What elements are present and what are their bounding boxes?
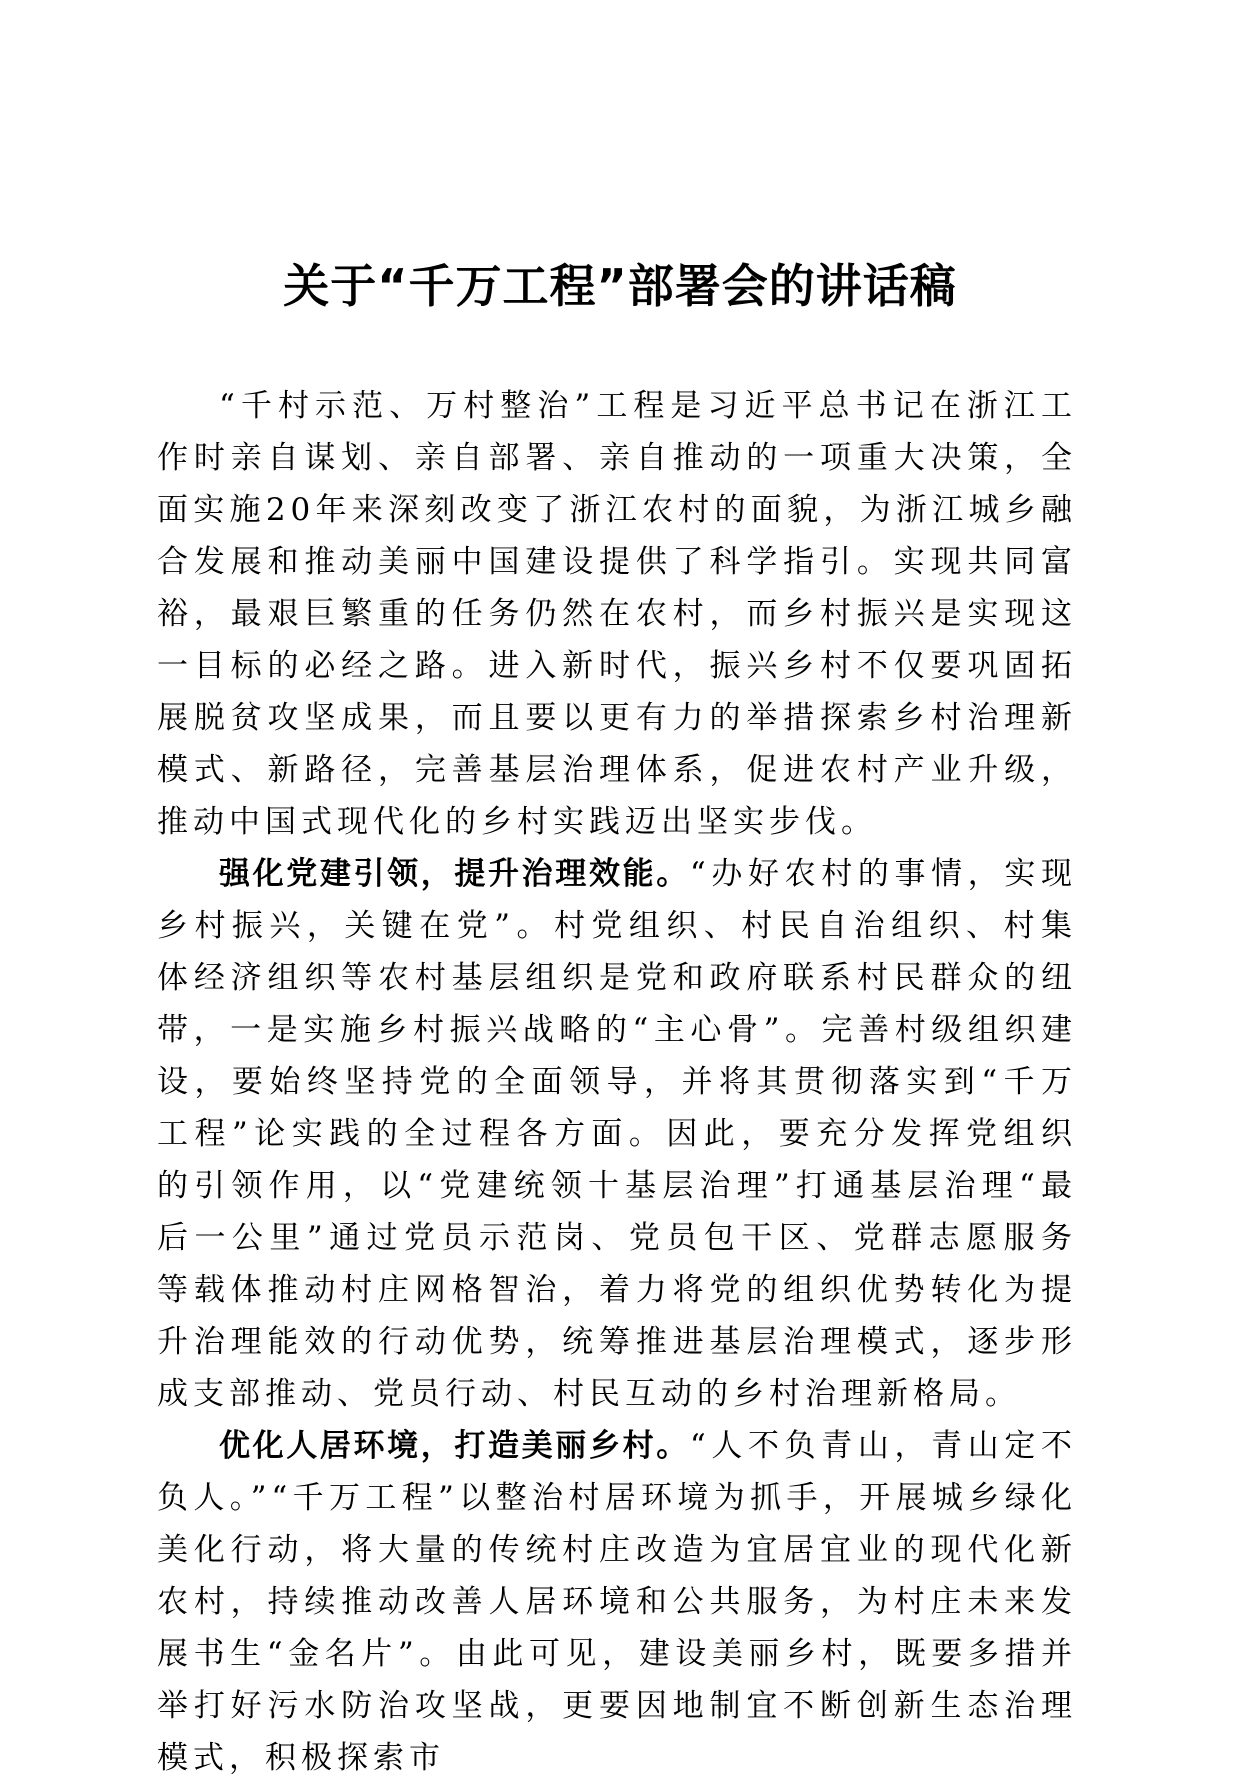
paragraph-lead: 强化党建引领，提升治理效能。 [219, 856, 690, 892]
document-body [157, 380, 1077, 1784]
paragraph-party-building [157, 848, 1077, 1420]
paragraph-text: “人不负青山，青山定不负人。”“千万工程”以整治村居环境为抓手，开展城乡绿化美化行动，将大量的传统村庄改造为宜居宜业的现代化新农村，持续推动改善人居环境和公共服务，为村庄未来发展书生“金名片”。由此可见，建设美丽乡村，既要多措并举打好污水防治攻坚战，更要因地制宜不断创新生态治理模式，积极探索市 [157, 1428, 1077, 1776]
paragraph-lead: 优化人居环境，打造美丽乡村。 [219, 1428, 690, 1464]
document-title: 关于“千万工程”部署会的讲话稿 [283, 259, 957, 313]
paragraph-intro [157, 380, 1077, 848]
paragraph-text: “千村示范、万村整治”工程是习近平总书记在浙江工作时亲自谋划、亲自部署、亲自推动的一项重大决策，全面实施20年来深刻改变了浙江农村的面貌，为浙江城乡融合发展和推动美丽中国建设提供了科学指引。实现共同富裕，最艰巨繁重的任务仍然在农村，而乡村振兴是实现这一目标的必经之路。进入新时代，振兴乡村不仅要巩固拓展脱贫攻坚成果，而且要以更有力的举措探索乡村治理新模式、新路径，完善基层治理体系，促进农村产业升级，推动中国式现代化的乡村实践迈出坚实步伐。 [157, 388, 1077, 840]
paragraph-environment [157, 1420, 1077, 1784]
paragraph-text: “办好农村的事情，实现乡村振兴，关键在党”。村党组织、村民自治组织、村集体经济组织等农村基层组织是党和政府联系村民群众的纽带，一是实施乡村振兴战略的“主心骨”。完善村级组织建设，要始终坚持党的全面领导，并将其贯彻落实到“千万工程”论实践的全过程各方面。因此，要充分发挥党组织的引领作用，以“党建统领十基层治理”打通基层治理“最后一公里”通过党员示范岗、党员包干区、党群志愿服务等载体推动村庄网格智治，着力将党的组织优势转化为提升治理能效的行动优势，统筹推进基层治理模式，逐步形成支部推动、党员行动、村民互动的乡村治理新格局。 [157, 856, 1077, 1412]
